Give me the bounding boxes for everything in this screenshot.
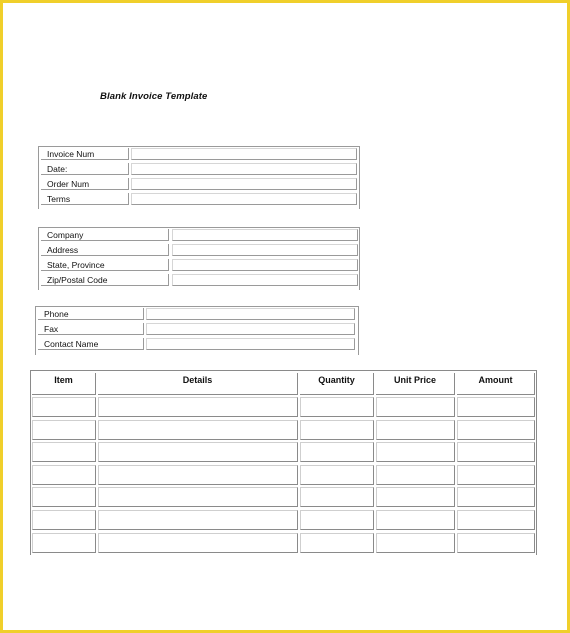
- unit-price-cell[interactable]: [376, 397, 455, 417]
- items-table: [30, 370, 537, 555]
- fax-row: [36, 322, 358, 337]
- contact-name-label: Contact Name: [38, 338, 144, 350]
- terms-field[interactable]: [131, 193, 357, 205]
- details-cell[interactable]: [98, 533, 298, 553]
- order-num-field[interactable]: [131, 178, 357, 190]
- details-cell[interactable]: [98, 465, 298, 485]
- header-item: Item: [32, 373, 96, 395]
- order-num-label: Order Num: [41, 178, 129, 190]
- unit-price-cell[interactable]: [376, 510, 455, 530]
- details-cell[interactable]: [98, 510, 298, 530]
- details-cell[interactable]: [98, 442, 298, 462]
- company-row: [39, 228, 359, 243]
- contact-section: [35, 306, 359, 355]
- amount-cell[interactable]: [457, 420, 535, 440]
- item-cell[interactable]: [32, 442, 96, 462]
- item-cell[interactable]: [32, 487, 96, 507]
- details-cell[interactable]: [98, 420, 298, 440]
- contact-name-field[interactable]: [146, 338, 355, 350]
- page-title: Blank Invoice Template: [100, 91, 208, 102]
- fax-label: Fax: [38, 323, 144, 335]
- amount-cell[interactable]: [457, 487, 535, 507]
- invoice-num-label: Invoice Num: [41, 148, 129, 160]
- date-row: [39, 162, 359, 177]
- header-amount: Amount: [457, 373, 535, 395]
- invoice-num-field[interactable]: [131, 148, 357, 160]
- zip-postal-row: [39, 273, 359, 288]
- item-cell[interactable]: [32, 465, 96, 485]
- order-num-row: [39, 177, 359, 192]
- amount-cell[interactable]: [457, 533, 535, 553]
- quantity-cell[interactable]: [300, 397, 374, 417]
- quantity-cell[interactable]: [300, 487, 374, 507]
- quantity-cell[interactable]: [300, 420, 374, 440]
- item-cell[interactable]: [32, 510, 96, 530]
- header-details: Details: [98, 373, 298, 395]
- item-cell[interactable]: [32, 533, 96, 553]
- company-label: Company: [41, 229, 169, 241]
- details-cell[interactable]: [98, 487, 298, 507]
- address-field[interactable]: [172, 244, 358, 256]
- phone-field[interactable]: [146, 308, 355, 320]
- phone-row: [36, 307, 358, 322]
- header-quantity: Quantity: [300, 373, 374, 395]
- quantity-cell[interactable]: [300, 442, 374, 462]
- unit-price-cell[interactable]: [376, 442, 455, 462]
- quantity-cell[interactable]: [300, 510, 374, 530]
- fax-field[interactable]: [146, 323, 355, 335]
- invoice-info-section: [38, 146, 360, 209]
- zip-postal-field[interactable]: [172, 274, 358, 286]
- terms-row: [39, 192, 359, 207]
- quantity-cell[interactable]: [300, 465, 374, 485]
- contact-name-row: [36, 337, 358, 352]
- amount-cell[interactable]: [457, 397, 535, 417]
- address-label: Address: [41, 244, 169, 256]
- invoice-num-row: [39, 147, 359, 162]
- quantity-cell[interactable]: [300, 533, 374, 553]
- amount-cell[interactable]: [457, 442, 535, 462]
- zip-postal-label: Zip/Postal Code: [41, 274, 169, 286]
- state-province-label: State, Province: [41, 259, 169, 271]
- header-unit-price: Unit Price: [376, 373, 455, 395]
- unit-price-cell[interactable]: [376, 487, 455, 507]
- item-cell[interactable]: [32, 420, 96, 440]
- date-label: Date:: [41, 163, 129, 175]
- phone-label: Phone: [38, 308, 144, 320]
- company-address-section: [38, 227, 360, 290]
- unit-price-cell[interactable]: [376, 533, 455, 553]
- unit-price-cell[interactable]: [376, 465, 455, 485]
- date-field[interactable]: [131, 163, 357, 175]
- company-field[interactable]: [172, 229, 358, 241]
- state-province-row: [39, 258, 359, 273]
- address-row: [39, 243, 359, 258]
- terms-label: Terms: [41, 193, 129, 205]
- details-cell[interactable]: [98, 397, 298, 417]
- watermark-image: [40, 583, 43, 592]
- amount-cell[interactable]: [457, 465, 535, 485]
- state-province-field[interactable]: [172, 259, 358, 271]
- amount-cell[interactable]: [457, 510, 535, 530]
- unit-price-cell[interactable]: [376, 420, 455, 440]
- item-cell[interactable]: [32, 397, 96, 417]
